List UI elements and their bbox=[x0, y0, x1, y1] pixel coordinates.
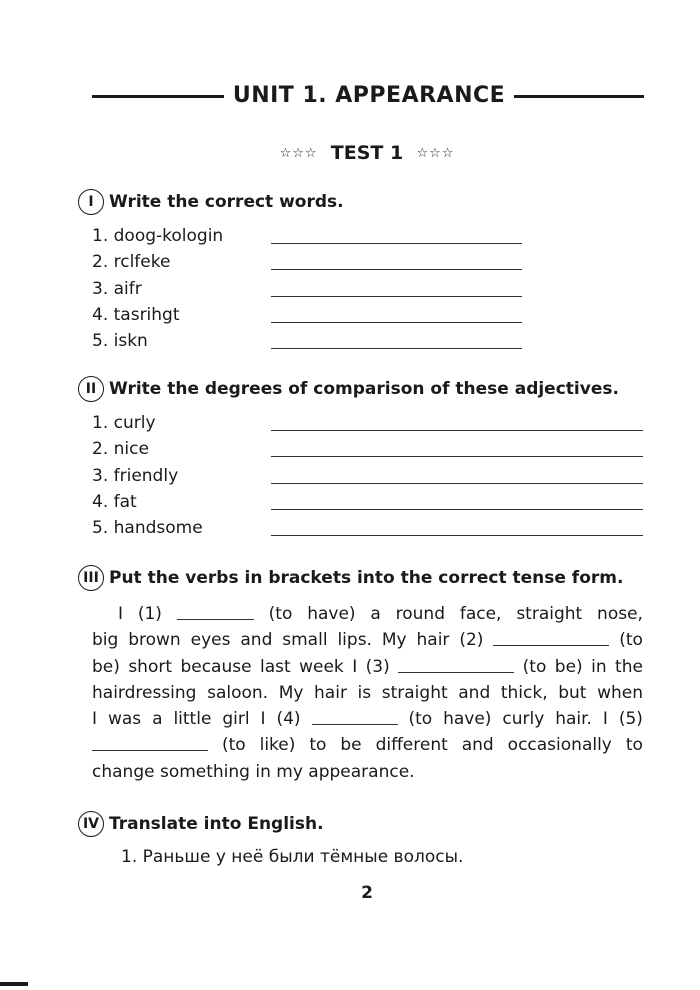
paragraph-word: I bbox=[602, 709, 608, 730]
paragraph-line bbox=[92, 627, 643, 653]
section-title: Put the verbs in brackets into the correct tense form. bbox=[109, 568, 624, 588]
answer-line[interactable] bbox=[271, 430, 643, 431]
paragraph-line bbox=[92, 732, 643, 758]
section-title: Write the degrees of comparison of these adjectives. bbox=[109, 379, 619, 399]
answer-line[interactable] bbox=[271, 456, 643, 457]
paragraph-word: like) bbox=[259, 735, 296, 756]
paragraph-word: but bbox=[558, 682, 587, 703]
paragraph-word: have) bbox=[443, 709, 492, 730]
paragraph-word: and bbox=[458, 682, 491, 703]
paragraph-word: was bbox=[107, 709, 142, 730]
paragraph-line bbox=[92, 759, 643, 785]
blank-field[interactable] bbox=[398, 654, 514, 673]
section-number-badge: II bbox=[78, 376, 104, 402]
paragraph-word: the bbox=[615, 656, 643, 677]
paragraph-word: I bbox=[118, 604, 124, 624]
section-title: Translate into English. bbox=[109, 814, 324, 834]
paragraph-word: little bbox=[173, 709, 212, 730]
list-item: 5. iskn bbox=[92, 329, 223, 355]
test-title: TEST 1 bbox=[330, 142, 404, 164]
blank-field[interactable] bbox=[312, 706, 398, 725]
paragraph-word: nose, bbox=[597, 604, 643, 624]
page-number: 2 bbox=[361, 883, 373, 903]
list-item: 2. nice bbox=[92, 437, 203, 463]
paragraph-word: straight bbox=[516, 604, 583, 624]
paragraph-word: (4) bbox=[276, 709, 301, 730]
list-item: 3. friendly bbox=[92, 464, 203, 490]
paragraph-word: to bbox=[625, 735, 643, 756]
paragraph-line bbox=[92, 654, 643, 680]
paragraph-word: saloon. bbox=[207, 682, 269, 703]
answer-line[interactable] bbox=[271, 509, 643, 510]
paragraph-word: hair bbox=[416, 630, 450, 651]
paragraph-word: is bbox=[357, 682, 372, 703]
paragraph-word: (to bbox=[522, 656, 547, 677]
paragraph-word: hair bbox=[314, 682, 347, 703]
section-2-header bbox=[78, 375, 619, 403]
paragraph-word: be) bbox=[554, 656, 583, 677]
paragraph-word: (to bbox=[221, 735, 246, 756]
list-item: 3. aifr bbox=[92, 277, 223, 303]
blank-field[interactable] bbox=[493, 627, 609, 646]
unit-header bbox=[92, 80, 644, 112]
paragraph-word: girl bbox=[222, 709, 250, 730]
translation-item: 1. Раньше у неё были тёмные волосы. bbox=[121, 847, 464, 867]
paragraph-word: different bbox=[375, 735, 448, 756]
list-item: 4. tasrihgt bbox=[92, 303, 223, 329]
stars-left-icon: ☆☆☆ bbox=[279, 146, 318, 161]
paragraph-word: when bbox=[597, 682, 643, 703]
gap-fill-paragraph bbox=[92, 601, 643, 785]
answer-line[interactable] bbox=[271, 348, 522, 349]
paragraph-word: face, bbox=[459, 604, 502, 624]
list-item: 2. rclfeke bbox=[92, 250, 223, 276]
list-item: 1. curly bbox=[92, 411, 203, 437]
paragraph-word: curly bbox=[502, 709, 545, 730]
paragraph-word: short bbox=[128, 656, 173, 677]
paragraph-word: in bbox=[591, 656, 607, 677]
paragraph-word: (to bbox=[408, 709, 433, 730]
section-1-items bbox=[92, 224, 223, 355]
paragraph-line bbox=[92, 680, 643, 706]
paragraph-word: (to bbox=[268, 604, 293, 624]
paragraph-word: I bbox=[352, 656, 358, 677]
unit-title: UNIT 1. APPEARANCE bbox=[232, 83, 506, 108]
answer-line[interactable] bbox=[271, 243, 522, 244]
paragraph-word: (3) bbox=[365, 656, 390, 677]
paragraph-word: lips. bbox=[337, 630, 372, 651]
paragraph-word: a bbox=[370, 604, 381, 624]
answer-line[interactable] bbox=[271, 269, 522, 270]
paragraph-word: (5) bbox=[618, 709, 643, 730]
paragraph-word: and bbox=[461, 735, 494, 756]
paragraph-word: big bbox=[92, 630, 119, 651]
section-1-header bbox=[78, 188, 344, 216]
paragraph-word: to bbox=[309, 735, 327, 756]
paragraph-word: a bbox=[152, 709, 163, 730]
paragraph-word: and bbox=[240, 630, 273, 651]
answer-line[interactable] bbox=[271, 296, 522, 297]
paragraph-line bbox=[92, 601, 643, 627]
paragraph-word: small bbox=[282, 630, 328, 651]
list-item: 4. fat bbox=[92, 490, 203, 516]
paragraph-word: hairdressing bbox=[92, 682, 197, 703]
section-title: Write the correct words. bbox=[109, 192, 344, 212]
blank-field[interactable] bbox=[92, 732, 208, 751]
paragraph-word: round bbox=[395, 604, 445, 624]
list-item: 5. handsome bbox=[92, 516, 203, 542]
paragraph-word: change something in my appearance. bbox=[92, 761, 415, 782]
paragraph-word: be bbox=[340, 735, 362, 756]
paragraph-word: brown bbox=[128, 630, 181, 651]
answer-line[interactable] bbox=[271, 483, 643, 484]
section-4-header bbox=[78, 810, 324, 838]
paragraph-word: (to bbox=[619, 630, 643, 651]
paragraph-word: have) bbox=[307, 604, 356, 624]
header-rule-left bbox=[92, 95, 224, 98]
paragraph-word: be) bbox=[92, 656, 120, 677]
paragraph-line bbox=[92, 706, 643, 732]
paragraph-word: My bbox=[278, 682, 304, 703]
section-2-items bbox=[92, 411, 203, 542]
paragraph-word: week bbox=[299, 656, 344, 677]
section-number-badge: IV bbox=[78, 811, 104, 837]
paragraph-word: occasionally bbox=[507, 735, 612, 756]
paragraph-word: hair. bbox=[555, 709, 592, 730]
section-number-badge: I bbox=[78, 189, 104, 215]
paragraph-word: last bbox=[260, 656, 291, 677]
paragraph-word: I bbox=[92, 709, 98, 730]
header-rule-right bbox=[514, 95, 644, 98]
paragraph-word: eyes bbox=[190, 630, 231, 651]
paragraph-word: My bbox=[381, 630, 407, 651]
stars-right-icon: ☆☆☆ bbox=[416, 146, 455, 161]
test-title-row bbox=[0, 140, 700, 167]
answer-line[interactable] bbox=[271, 535, 643, 536]
answer-line[interactable] bbox=[271, 322, 522, 323]
blank-field[interactable] bbox=[177, 601, 254, 620]
paragraph-word: (1) bbox=[137, 604, 162, 624]
paragraph-word: because bbox=[180, 656, 252, 677]
paragraph-word: I bbox=[260, 709, 266, 730]
list-item: 1. doog-kologin bbox=[92, 224, 223, 250]
section-3-header bbox=[78, 564, 623, 592]
paragraph-word: straight bbox=[381, 682, 448, 703]
corner-mark bbox=[0, 982, 28, 986]
paragraph-word: (2) bbox=[459, 630, 484, 651]
paragraph-word: thick, bbox=[500, 682, 548, 703]
section-number-badge: III bbox=[78, 565, 104, 591]
